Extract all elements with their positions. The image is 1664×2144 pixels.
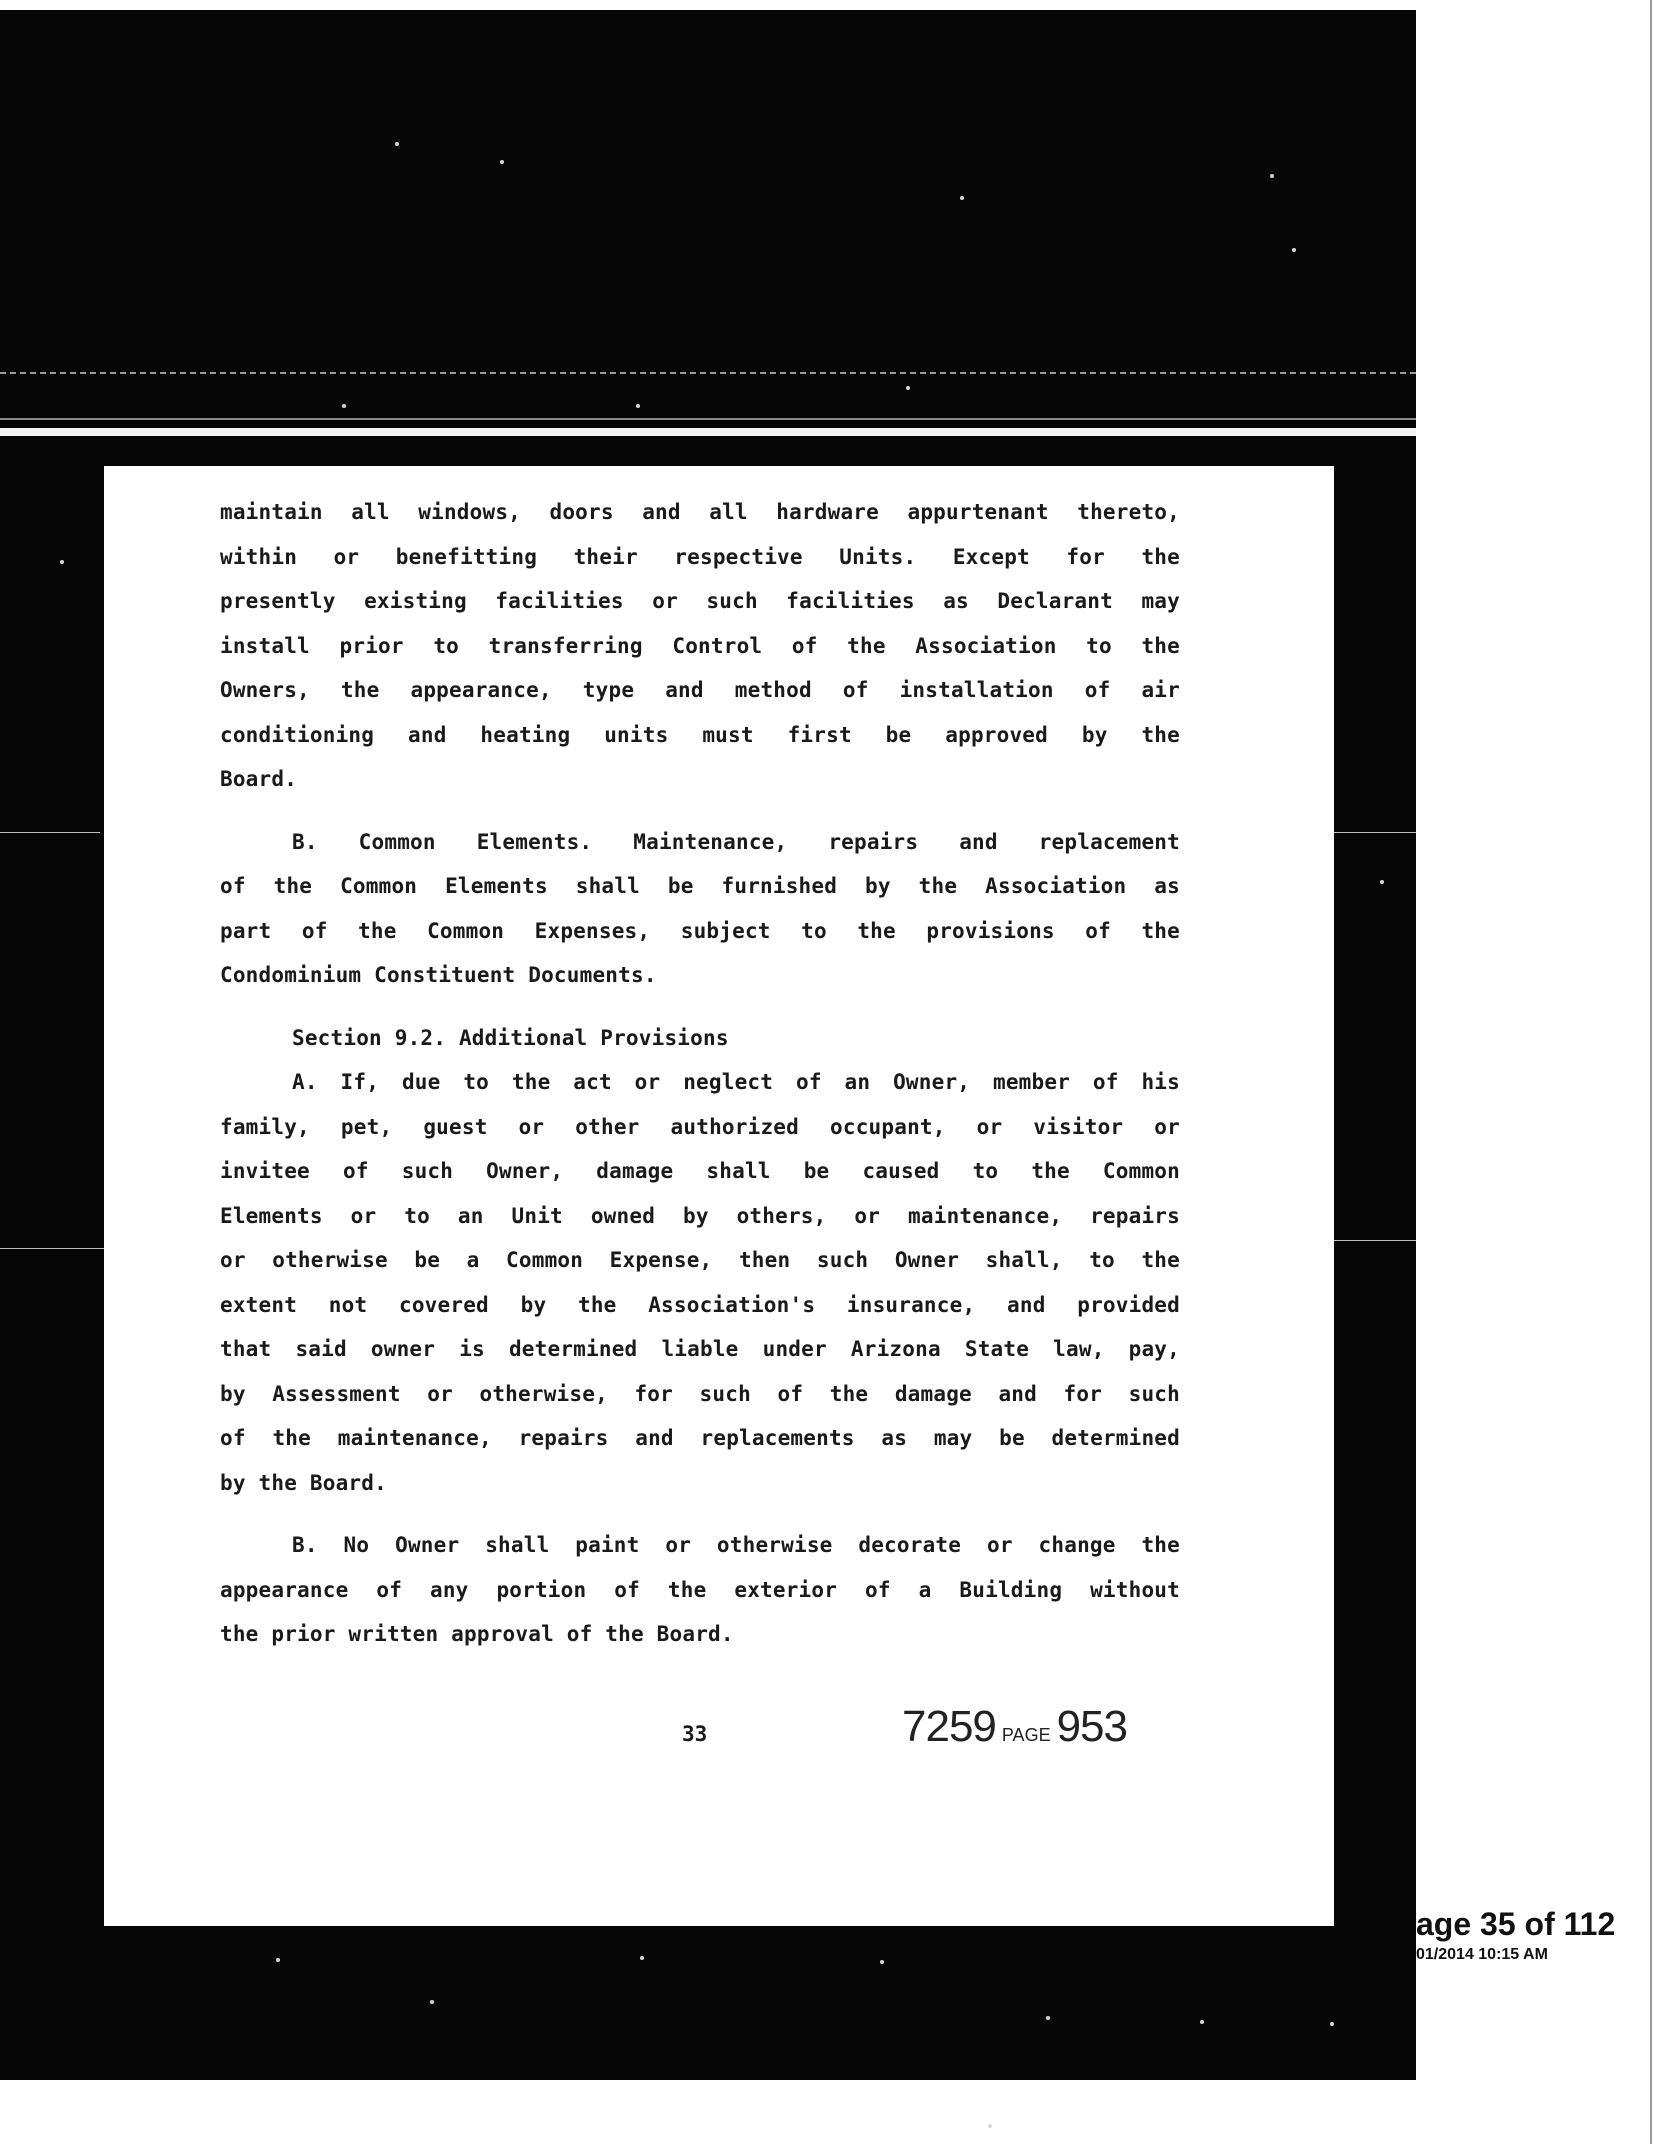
scan-speck bbox=[636, 404, 640, 408]
text-line: that said owner is determined liable under Arizona State law, pay, bbox=[220, 1337, 1180, 1361]
text-line: A. If, due to the act or neglect of an Owner, member of his bbox=[292, 1070, 1180, 1094]
stamp-page-label: PAGE bbox=[1001, 1725, 1051, 1745]
text-line: of the maintenance, repairs and replacements as may be determined bbox=[220, 1426, 1180, 1450]
paragraph-windows-maintenance bbox=[220, 490, 1180, 802]
scan-speck bbox=[640, 1956, 644, 1960]
text-line: Owners, the appearance, type and method of installation of air bbox=[220, 678, 1180, 702]
text-line: or otherwise be a Common Expense, then such Owner shall, to the bbox=[220, 1248, 1180, 1272]
scan-side-mark bbox=[1334, 1240, 1416, 1241]
text-line: family, pet, guest or other authorized occupant, or visitor or bbox=[220, 1114, 1180, 1139]
scan-speck bbox=[1292, 248, 1296, 252]
scan-speck bbox=[395, 142, 399, 146]
scan-speck bbox=[1330, 2022, 1334, 2026]
text-line: B. Common Elements. Maintenance, repairs and replacement bbox=[292, 829, 1180, 854]
scan-side-mark bbox=[1334, 832, 1416, 833]
page-edge-rule bbox=[1650, 0, 1652, 2144]
scan-speck bbox=[960, 196, 964, 200]
scan-dashed-line bbox=[0, 372, 1416, 374]
text-line: extent not covered by the Association's insurance, and provided bbox=[220, 1292, 1180, 1317]
scan-speck bbox=[906, 386, 910, 390]
text-line: invitee of such Owner, damage shall be caused to the Common bbox=[220, 1159, 1180, 1183]
recording-book-stamp bbox=[902, 1702, 1127, 1752]
scan-side-mark bbox=[0, 832, 100, 833]
page-number: 33 bbox=[682, 1722, 708, 1746]
text-line: the prior written approval of the Board. bbox=[220, 1622, 734, 1646]
scan-speck bbox=[500, 160, 504, 164]
stamp-page-number: 953 bbox=[1056, 1702, 1127, 1751]
scan-speck bbox=[988, 2124, 992, 2128]
text-line: of the Common Elements shall be furnished by the Association as bbox=[220, 874, 1180, 898]
scan-speck bbox=[430, 2000, 434, 2004]
text-line: by Assessment or otherwise, for such of the damage and for such bbox=[220, 1381, 1180, 1406]
text-line: B. No Owner shall paint or otherwise decorate or change the bbox=[292, 1533, 1180, 1557]
scan-speck bbox=[1380, 880, 1384, 884]
text-line: Condominium Constituent Documents. bbox=[220, 963, 657, 987]
text-line: presently existing facilities or such facilities as Declarant may bbox=[220, 589, 1180, 613]
document-body bbox=[220, 490, 1180, 1657]
scan-speck bbox=[276, 1958, 280, 1962]
scan-speck bbox=[342, 404, 346, 408]
scan-side-mark bbox=[0, 1248, 104, 1249]
paragraph-exterior-changes bbox=[220, 1523, 1180, 1657]
scan-rule-line bbox=[0, 418, 1416, 420]
section-heading: Section 9.2. Additional Provisions bbox=[292, 1025, 729, 1050]
text-line: part of the Common Expenses, subject to the provisions of the bbox=[220, 918, 1180, 943]
paragraph-common-elements bbox=[220, 820, 1180, 998]
stamp-book-number: 7259 bbox=[902, 1702, 996, 1751]
text-line: within or benefitting their respective Units. Except for the bbox=[220, 544, 1180, 569]
text-line: appearance of any portion of the exterior of a Building without bbox=[220, 1577, 1180, 1602]
text-line: maintain all windows, doors and all hardware appurtenant thereto, bbox=[220, 500, 1180, 524]
text-line: conditioning and heating units must first be approved by the bbox=[220, 722, 1180, 747]
scan-speck bbox=[1270, 174, 1274, 178]
document-page bbox=[104, 466, 1334, 1926]
scan-speck bbox=[1046, 2016, 1050, 2020]
text-line: Board. bbox=[220, 767, 298, 791]
text-line: Elements or to an Unit owned by others, or maintenance, repairs bbox=[220, 1203, 1180, 1228]
text-line: install prior to transferring Control of the Association to the bbox=[220, 633, 1180, 658]
text-line: by the Board. bbox=[220, 1470, 387, 1495]
paragraph-additional-provisions bbox=[220, 1016, 1180, 1506]
viewer-page-counter: age 35 of 112 bbox=[1416, 1906, 1616, 1942]
scan-speck bbox=[60, 560, 64, 564]
scan-speck bbox=[1200, 2020, 1204, 2024]
scan-speck bbox=[880, 1960, 884, 1964]
viewer-timestamp: 01/2014 10:15 AM bbox=[1416, 1946, 1548, 1963]
scan-gap-band bbox=[0, 428, 1416, 436]
